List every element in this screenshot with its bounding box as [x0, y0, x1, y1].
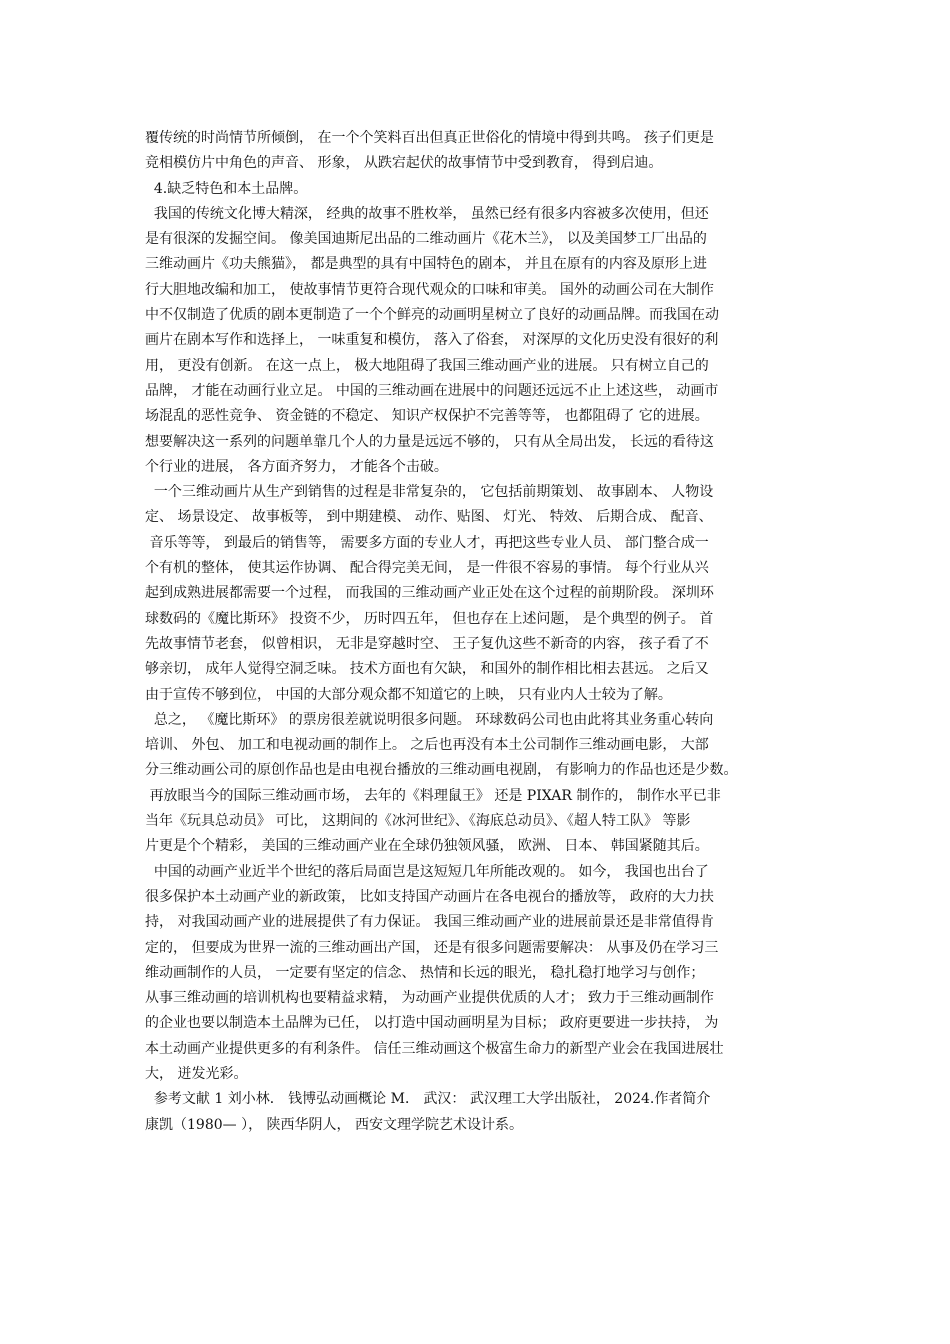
text-line: 覆传统的时尚情节所倾倒， 在一个个笑料百出但真正世俗化的情境中得到共鸣。 孩子们更是	[145, 130, 714, 146]
text-line: 中国的动画产业近半个世纪的落后局面岂是这短短几年所能改观的。 如今， 我国也出台了	[145, 863, 709, 880]
reference-line: 参考文献 1 刘小林． 钱博弘动画概论 M． 武汉： 武汉理工大学出版社， 2024.作者简介	[145, 1091, 711, 1108]
text-line: 场混乱的恶性竞争、 资金链的不稳定、 知识产权保护不完善等等， 也都阻碍了 它的进展。	[145, 408, 709, 425]
text-line: 大， 迸发光彩。	[145, 1065, 248, 1082]
text-line: 三维动画片《功夫熊猫》， 都是典型的具有中国特色的剧本， 并且在原有的内容及原形上进	[145, 256, 707, 273]
text-line: 用， 更没有创新。 在这一点上， 极大地阻碍了我国三维动画产业的进展。 只有树立自己的	[145, 357, 709, 374]
text-line: 起到成熟进展都需要一个过程， 而我国的三维动画产业正处在这个过程的前期阶段。 深圳环	[145, 585, 714, 602]
text-line: 再放眼当今的国际三维动画市场， 去年的《料理鼠王》 还是 PIXAR 制作的， 制作水平已非	[145, 787, 721, 804]
text-line: 总之， 《魔比斯环》 的票房很差就说明很多问题。 环球数码公司也由此将其业务重心转向	[145, 711, 714, 728]
text-line: 定、 场景设定、 故事板等， 到中期建模、 动作、贴图、 灯光、 特效、 后期合成、 配音、	[145, 509, 713, 526]
text-line: 竞相模仿片中角色的声音、 形象， 从跌宕起伏的故事情节中受到教育， 得到启迪。	[145, 155, 663, 172]
text-line: 维动画制作的人员， 一定要有坚定的信念、 热情和长远的眼光， 稳扎稳打地学习与创作；	[145, 964, 705, 981]
text-line: 由于宣传不够到位， 中国的大部分观众都不知道它的上映， 只有业内人士较为了解。	[145, 686, 672, 703]
text-line: 品牌， 才能在动画行业立足。 中国的三维动画在进展中的问题还远远不止上述这些， 动画市	[145, 382, 719, 399]
section-heading: 4.缺乏特色和本土品牌。	[145, 180, 308, 197]
text-line: 很多保护本土动画产业的新政策， 比如支持国产动画片在各电视台的播放等， 政府的大力扶	[145, 888, 714, 905]
text-line: 个有机的整体， 使其运作协调、 配合得完美无间， 是一件很不容易的事情。 每个行业从兴	[145, 560, 709, 577]
text-line: 从事三维动画的培训机构也要精益求精， 为动画产业提供优质的人才； 致力于三维动画制作	[145, 990, 714, 1007]
text-line: 中不仅制造了优质的剧本更制造了一个个鲜亮的动画明星树立了良好的动画品牌。而我国在动	[145, 307, 719, 324]
text-line: 球数码的《魔比斯环》 投资不少， 历时四五年， 但也存在上述问题， 是个典型的例子。 首	[145, 610, 714, 627]
text-line: 我国的传统文化博大精深， 经典的故事不胜枚举， 虽然已经有很多内容被多次使用，但还	[145, 205, 709, 222]
text-line: 先故事情节老套， 似曾相识， 无非是穿越时空、 王子复仇这些不新奇的内容， 孩子看了不	[145, 635, 709, 652]
text-line: 够亲切， 成年人觉得空洞乏味。 技术方面也有欠缺， 和国外的制作相比相去甚远。 之后又	[145, 661, 709, 678]
text-line: 是有很深的发掘空间。 像美国迪斯尼出品的二维动画片《花木兰》， 以及美国梦工厂出品的	[145, 231, 707, 248]
text-line: 培训、 外包、 加工和电视动画的制作上。 之后也再没有本土公司制作三维动画电影， 大部	[145, 737, 709, 754]
text-line: 本土动画产业提供更多的有利条件。 信任三维动画这个极富生命力的新型产业会在我国进展壮	[145, 1040, 724, 1057]
text-line: 的企业也要以制造本土品牌为已任， 以打造中国动画明星为目标； 政府更要进一步扶持， 为	[145, 1015, 719, 1032]
document-body	[145, 126, 810, 1138]
text-line: 一个三维动画片从生产到销售的过程是非常复杂的， 它包括前期策划、 故事剧本、 人物设	[145, 484, 714, 501]
text-line: 音乐等等， 到最后的销售等， 需要多方面的专业人才，再把这些专业人员、 部门整合成一	[145, 534, 709, 551]
text-line: 片更是个个精彩， 美国的三维动画产业在全球仍独领风骚， 欧洲、 日本、 韩国紧随其后。	[145, 838, 709, 855]
text-line: 分三维动画公司的原创作品也是由电视台播放的三维动画电视剧， 有影响力的作品也还是少数。	[145, 762, 738, 779]
text-line: 想要解决这一系列的问题单靠几个人的力量是远远不够的， 只有从全局出发， 长远的看待这	[145, 433, 714, 450]
text-line: 当年《玩具总动员》 可比， 这期间的《冰河世纪》、《海底总动员》、《超人特工队》 等影	[145, 813, 691, 830]
text-line: 持， 对我国动画产业的进展提供了有力保证。 我国三维动画产业的进展前景还是非常值得肯	[145, 914, 714, 931]
text-line: 画片在剧本写作和选择上， 一味重复和模仿， 落入了俗套， 对深厚的文化历史没有很好的利	[145, 332, 719, 349]
text-line: 行大胆地改编和加工， 使故事情节更符合现代观众的口味和审美。 国外的动画公司在大制作	[145, 281, 714, 298]
text-line: 定的， 但要成为世界一流的三维动画出产国， 还是有很多问题需要解决： 从事及仍在学习三	[145, 939, 719, 956]
text-line: 个行业的进展， 各方面齐努力， 才能各个击破。	[145, 458, 448, 475]
author-info-line: 康凯（1980— ）， 陕西华阴人， 西安文理学院艺术设计系。	[145, 1116, 523, 1133]
